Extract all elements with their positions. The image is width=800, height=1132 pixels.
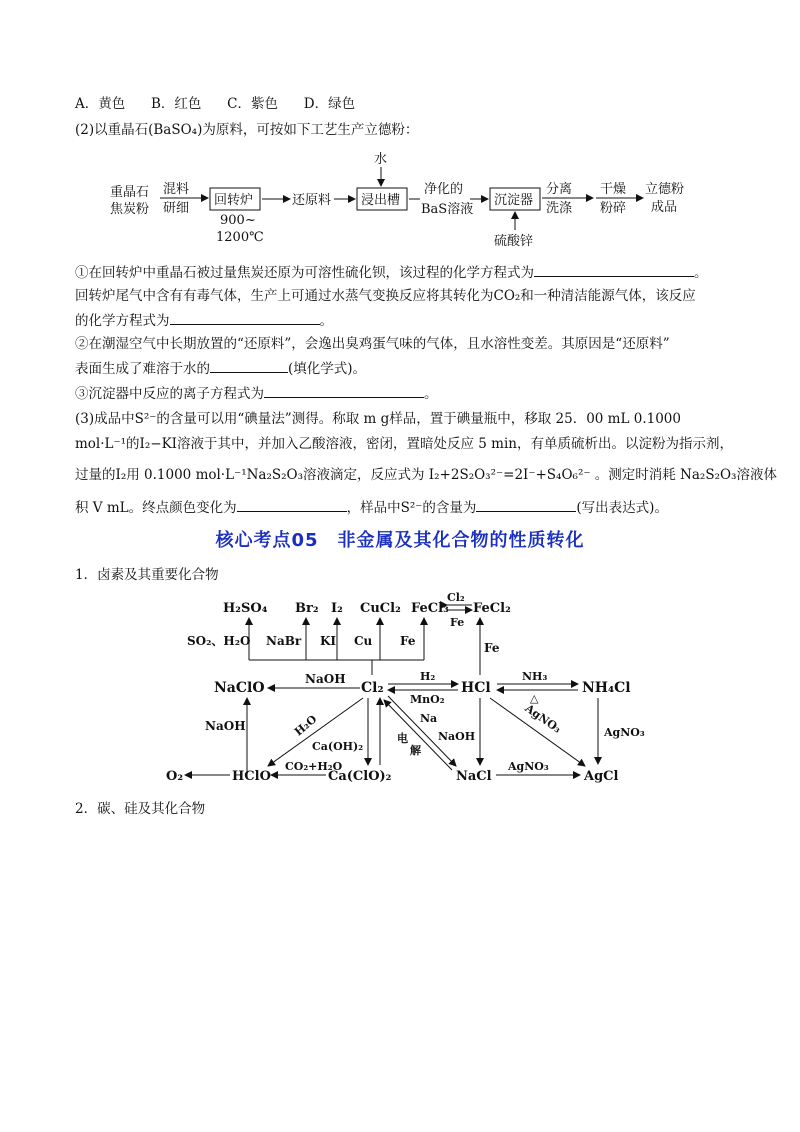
answer-blank-1[interactable] [534, 263, 694, 277]
raw-coke: 焦炭粉 [110, 202, 150, 217]
br2: Br₂ [295, 601, 319, 616]
step-grind: 研细 [163, 201, 190, 216]
leach-tank-label: 浸出槽 [361, 193, 401, 208]
agno3-right: AgNO₃ [604, 726, 645, 739]
answer-blank-3[interactable] [210, 359, 288, 373]
q3-d-post: (写出表达式)。 [576, 500, 668, 516]
co2-h2o: CO₂+H₂O [285, 760, 343, 773]
answer-blank-4[interactable] [264, 384, 424, 398]
reduced-material: 还原料 [292, 193, 332, 208]
naclo: NaClO [214, 680, 265, 696]
q2-2b-pre: 表面生成了难溶于水的 [75, 361, 210, 377]
q2-2b-post: (填化学式)。 [288, 361, 367, 377]
cl2-over-arrow: Cl₂ [447, 591, 465, 604]
step-wash: 洗涤 [546, 201, 573, 216]
q2-3-text: ③沉淀器中反应的离子方程式为 [75, 386, 264, 402]
nh4cl: NH₄Cl [582, 680, 631, 696]
nh3-label: NH₃ [522, 670, 548, 683]
answer-blank-6[interactable] [476, 498, 576, 512]
option-c: C．紫色 [227, 96, 279, 112]
na-label: Na [420, 712, 438, 725]
mno2-label: MnO₂ [410, 693, 445, 706]
caoh2-label: Ca(OH)₂ [312, 740, 364, 753]
nacl: NaCl [456, 769, 492, 784]
h2so4: H₂SO₄ [223, 601, 268, 616]
option-d: D．绿色 [303, 96, 356, 112]
ki: KI [320, 634, 337, 648]
q2-1c-text: 的化学方程式为 [75, 313, 170, 329]
fe-under-arrow: Fe [450, 616, 465, 629]
delta-label: △ [530, 692, 539, 705]
h2-label: H₂ [420, 670, 436, 683]
o2: O₂ [166, 769, 184, 784]
purified-2: BaS溶液 [421, 202, 474, 217]
fe-mid: Fe [400, 634, 416, 648]
agcl: AgCl [584, 769, 619, 784]
section-title: 核心考点05 非金属及其化合物的性质转化 [215, 530, 585, 551]
raw-barite: 重晶石 [110, 185, 150, 200]
process-flow-diagram [0, 140, 800, 260]
h2o-diag: H₂O [292, 712, 320, 739]
q2-2-line1: ②在潮湿空气中长期放置的“还原料”，会逸出臭鸡蛋气味的气体，且水溶性变差。其原因是“还原料” [75, 336, 670, 352]
option-a: A．黄色 [75, 96, 126, 112]
q2-3-line: ③沉淀器中反应的离子方程式为 。 [75, 386, 438, 402]
naoh-left: NaOH [205, 719, 246, 733]
product-2: 成品 [651, 200, 678, 215]
agno3-diag: AgNO₃ [522, 701, 564, 736]
agno3-bottom: AgNO₃ [508, 760, 549, 773]
step-crush: 粉碎 [600, 201, 627, 216]
answer-blank-5[interactable] [237, 498, 347, 512]
cu: Cu [354, 634, 373, 648]
jie-label: 解 [410, 744, 421, 757]
q2-2-line2 [75, 359, 735, 379]
fecl3: FeCl₃ [411, 601, 449, 616]
subsection-carbon-silicon: 2．碳、硅及其化合物 [75, 801, 206, 817]
step-dry: 干燥 [600, 182, 627, 197]
furnace-label: 回转炉 [214, 193, 254, 208]
subsection-halogen: 1．卤素及其重要化合物 [75, 567, 219, 583]
furnace-temp-1: 900~ [220, 213, 256, 228]
zinc-sulfate: 硫酸锌 [494, 234, 534, 249]
settler-label: 沉淀器 [494, 193, 534, 208]
step-separate: 分离 [546, 182, 573, 197]
q2-1-line2: 回转炉尾气中含有有毒气体，生产上可通过水蒸气变换反应将其转化为CO₂和一种清洁能源气体，该反应 [75, 288, 696, 304]
hcl: HCl [461, 680, 491, 696]
q3-d-pre: 积 V mL。终点颜色变化为 [75, 500, 237, 516]
fe-right: Fe [484, 641, 500, 655]
purified-1: 净化的 [424, 182, 464, 197]
nabr: NaBr [266, 634, 302, 648]
q3-line3: 过量的I₂用 0.1000 mol·L⁻¹Na₂S₂O₃溶液滴定，反应式为 I₂+2S₂O₃²⁻=2I⁻+S₄O₆²⁻ 。测定时消耗 Na₂S₂O₃溶液体 [75, 467, 777, 483]
naoh-top: NaOH [305, 672, 346, 686]
q3-line4 [75, 498, 735, 518]
option-b: B．红色 [151, 96, 202, 112]
fecl2: FeCl₂ [473, 601, 511, 616]
cl2-center: Cl₂ [361, 680, 384, 696]
furnace-temp-2: 1200℃ [216, 230, 264, 245]
halogen-diagram [0, 590, 800, 790]
q2-1-text: ①在回转炉中重晶石被过量焦炭还原为可溶性硫化钡，该过程的化学方程式为 [75, 265, 534, 281]
answer-blank-2[interactable] [170, 311, 320, 325]
product-1: 立德粉 [645, 182, 685, 197]
naoh-diag: NaOH [438, 730, 476, 743]
answer-options [75, 95, 735, 114]
q3-line2: mol·L⁻¹的I₂−KI溶液于其中，并加入乙酸溶液，密闭，置暗处反应 5 min，有单质硫析出。以淀粉为指示剂， [75, 436, 733, 452]
so2-h2o: SO₂、H₂O [187, 634, 251, 648]
cucl2: CuCl₂ [360, 601, 401, 616]
q2-intro: (2)以重晶石(BaSO₄)为原料，可按如下工艺生产立德粉： [75, 122, 419, 138]
q2-1-line3: 的化学方程式为 。 [75, 313, 333, 329]
step-mix: 混料 [163, 182, 190, 197]
q2-1-line1: ①在回转炉中重晶石被过量焦炭还原为可溶性硫化钡，该过程的化学方程式为 。 [75, 265, 708, 281]
i2: I₂ [331, 601, 343, 616]
dian-label: 电 [397, 732, 408, 745]
q3-d-mid: ，样品中S²⁻的含量为 [346, 500, 477, 516]
hclo: HClO [232, 769, 271, 784]
q3-line1: (3)成品中S²⁻的含量可以用“碘量法”测得。称取 m g样品，置于碘量瓶中，移取 25．00 mL 0.1000 [75, 411, 681, 427]
water-label: 水 [374, 152, 388, 167]
caclo2: Ca(ClO)₂ [328, 769, 392, 784]
